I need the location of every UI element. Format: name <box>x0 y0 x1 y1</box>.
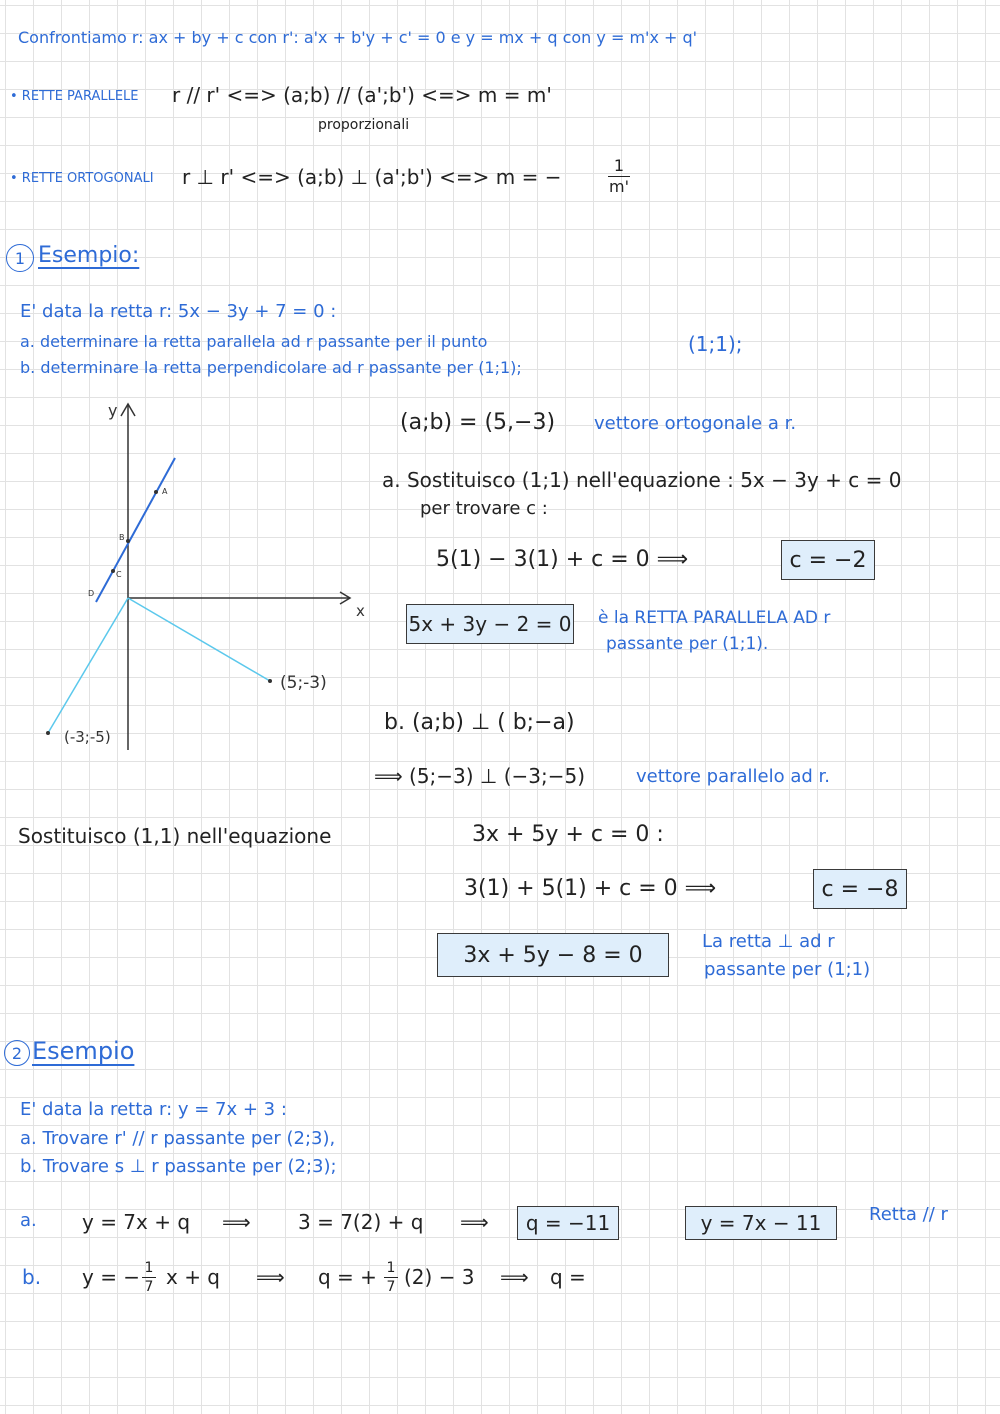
example-2-a-eq-2: 3 = 7(2) + q <box>298 1210 424 1234</box>
example-1-task-a: a. determinare la retta parallela ad r passante per il punto <box>20 332 488 351</box>
example-2-a-note: Retta // r <box>869 1204 948 1225</box>
vector-graph <box>0 390 380 760</box>
example-2-title: Esempio <box>32 1037 135 1065</box>
example-2-b-eq-1-post: x + q <box>166 1265 221 1289</box>
example-2-given: E' data la retta r: y = 7x + 3 : <box>20 1099 287 1120</box>
step-a: a. Sostituisco (1;1) nell'equazione : 5x − 3y + c = 0 <box>382 468 902 492</box>
example-2-a-result-q: q = −11 <box>517 1206 619 1240</box>
example-2-b-frac-1-num: 1 <box>144 1260 154 1276</box>
example-2-b-arrow-1: ⟹ <box>256 1265 285 1289</box>
orthogonal-fraction <box>608 158 630 195</box>
vector-orthogonal <box>128 598 270 681</box>
result-note-a-2: passante per (1;1). <box>606 634 769 654</box>
example-2-a-label: a. <box>20 1210 37 1231</box>
example-2-b-frac-2-num: 1 <box>386 1260 396 1276</box>
vector-note: vettore ortogonale a r. <box>594 413 797 434</box>
example-2-b-eq-3: q = <box>550 1265 586 1289</box>
substitute: Sostituisco (1,1) nell'equazione <box>18 824 332 848</box>
example-1-number: 1 <box>6 244 34 272</box>
parallel-label: • RETTE PARALLELE <box>10 89 139 104</box>
vector-equation: (a;b) = (5,−3) <box>400 410 556 435</box>
example-1-title: Esempio: <box>38 243 140 268</box>
example-2-b-label: b. <box>22 1265 42 1289</box>
example-2-a-eq-1: y = 7x + q <box>82 1210 191 1234</box>
result-note-b-1: La retta ⊥ ad r <box>702 931 835 952</box>
step-a-2: per trovare c : <box>420 498 548 519</box>
point-a-label: A <box>162 487 168 496</box>
point-a-dot <box>154 490 158 494</box>
point-c-dot <box>111 569 115 573</box>
x-axis-label: x <box>356 602 365 620</box>
example-1-task-a-point: (1;1); <box>688 332 743 356</box>
orthogonal-formula: r ⊥ r' <=> (a;b) ⊥ (a';b') <=> m = − <box>182 165 562 189</box>
example-2-b-fraction-2 <box>384 1261 398 1294</box>
example-2-a-arrow-1: ⟹ <box>222 1210 251 1234</box>
parallel-note: proporzionali <box>318 117 410 133</box>
example-1-task-b: b. determinare la retta perpendicolare ad r passante per (1;1); <box>20 358 522 377</box>
orthogonal-label: • RETTE ORTOGONALI <box>10 171 154 186</box>
point-c-label: C <box>116 570 122 579</box>
orthogonal-frac-num: 1 <box>613 156 625 175</box>
fraction-bar <box>384 1277 398 1278</box>
example-2-b-arrow-2: ⟹ <box>500 1265 529 1289</box>
calc-b: 3(1) + 5(1) + c = 0 ⟹ <box>464 876 717 901</box>
example-2-b-eq-2-pre: q = + <box>318 1265 377 1289</box>
calc-a: 5(1) − 3(1) + c = 0 ⟹ <box>436 547 689 572</box>
point-b-dot <box>126 539 130 543</box>
result-note-b-2: passante per (1;1) <box>704 959 871 980</box>
parallel-formula: r // r' <=> (a;b) // (a';b') <=> m = m' <box>172 83 552 107</box>
example-2-task-a: a. Trovare r' // r passante per (2;3), <box>20 1128 336 1149</box>
step-b-2-note: vettore parallelo ad r. <box>636 766 831 787</box>
example-2-b-fraction-1 <box>142 1261 156 1294</box>
result-c-a: c = −2 <box>781 540 875 580</box>
example-2-b-eq-2-post: (2) − 3 <box>404 1265 475 1289</box>
example-2-b-frac-1-den: 7 <box>144 1279 154 1295</box>
vector-parallel <box>48 598 128 733</box>
y-axis-label: y <box>108 401 118 420</box>
vector-parallel-tip <box>46 731 50 735</box>
step-b-2: ⟹ (5;−3) ⊥ (−3;−5) <box>374 764 586 788</box>
example-2-b-eq-1-pre: y = − <box>82 1265 141 1289</box>
substitute-equation: 3x + 5y + c = 0 : <box>472 822 664 847</box>
point-d-label: D <box>88 589 95 598</box>
vector-orthogonal-tip <box>268 679 272 683</box>
result-note-a-1: è la RETTA PARALLELA AD r <box>598 608 831 628</box>
intro-line-1: Confrontiamo r: ax + by + c con r': a'x + b'y + c' = 0 e y = mx + q con y = m'x + q' <box>18 28 698 47</box>
example-2-b-frac-2-den: 7 <box>386 1279 396 1295</box>
fraction-bar <box>142 1277 156 1278</box>
vector-orthogonal-label: (5;-3) <box>280 673 327 693</box>
result-c-b: c = −8 <box>813 869 907 909</box>
example-2-task-b: b. Trovare s ⊥ r passante per (2;3); <box>20 1156 337 1177</box>
example-1-given: E' data la retta r: 5x − 3y + 7 = 0 : <box>20 301 337 322</box>
vector-parallel-label: (-3;-5) <box>64 728 111 746</box>
result-line-a: 5x + 3y − 2 = 0 <box>406 604 574 644</box>
result-line-b: 3x + 5y − 8 = 0 <box>437 933 669 977</box>
line-r <box>96 458 175 602</box>
orthogonal-frac-den: m' <box>609 177 629 196</box>
example-2-number: 2 <box>4 1040 30 1066</box>
point-b-label: B <box>119 533 125 542</box>
step-b: b. (a;b) ⊥ ( b;−a) <box>384 710 575 735</box>
example-2-a-result-line: y = 7x − 11 <box>685 1206 837 1240</box>
example-2-a-arrow-2: ⟹ <box>460 1210 489 1234</box>
